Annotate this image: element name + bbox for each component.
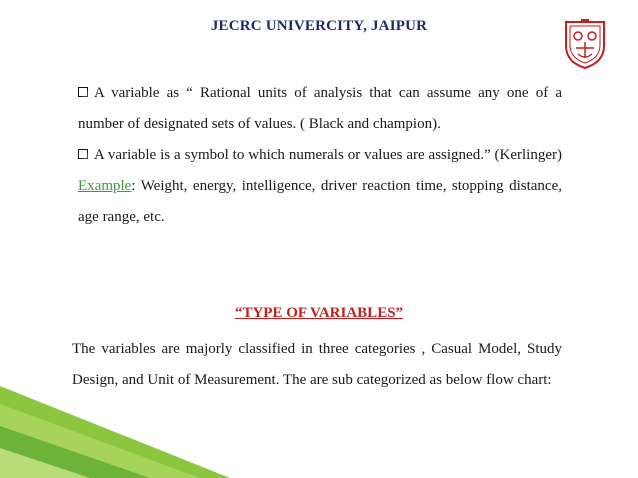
bullet-text: A variable as “ Rational units of analysis that can assume any one of a number of designated sets of values. ( Black and champion).: [78, 85, 562, 132]
checkbox-bullet-icon: [78, 149, 88, 159]
decorative-green-stripes: [0, 386, 230, 478]
section-title: “TYPE OF VARIABLES”: [234, 305, 404, 321]
bullet-list: [78, 78, 562, 233]
university-crest-icon: [562, 18, 608, 70]
bullet-text-continued: : Weight, energy, intelligence, driver reaction time, stopping distance, age range, etc.: [78, 178, 562, 225]
body-paragraph: The variables are majorly classified in three categories , Casual Model, Study Design, and Unit of Measurement. The are sub categorized as below flow chart:: [72, 341, 562, 388]
bullet-text: A variable is a symbol to which numerals or values are assigned.” (Kerlinger): [94, 147, 562, 163]
example-link[interactable]: Example: [78, 178, 132, 194]
checkbox-bullet-icon: [78, 87, 88, 97]
bullet-item-definition-black-champion: [78, 78, 562, 140]
bullet-item-definition-kerlinger: [78, 140, 562, 233]
page-title: JECRC UNIVERCITY, JAIPUR: [210, 18, 428, 34]
